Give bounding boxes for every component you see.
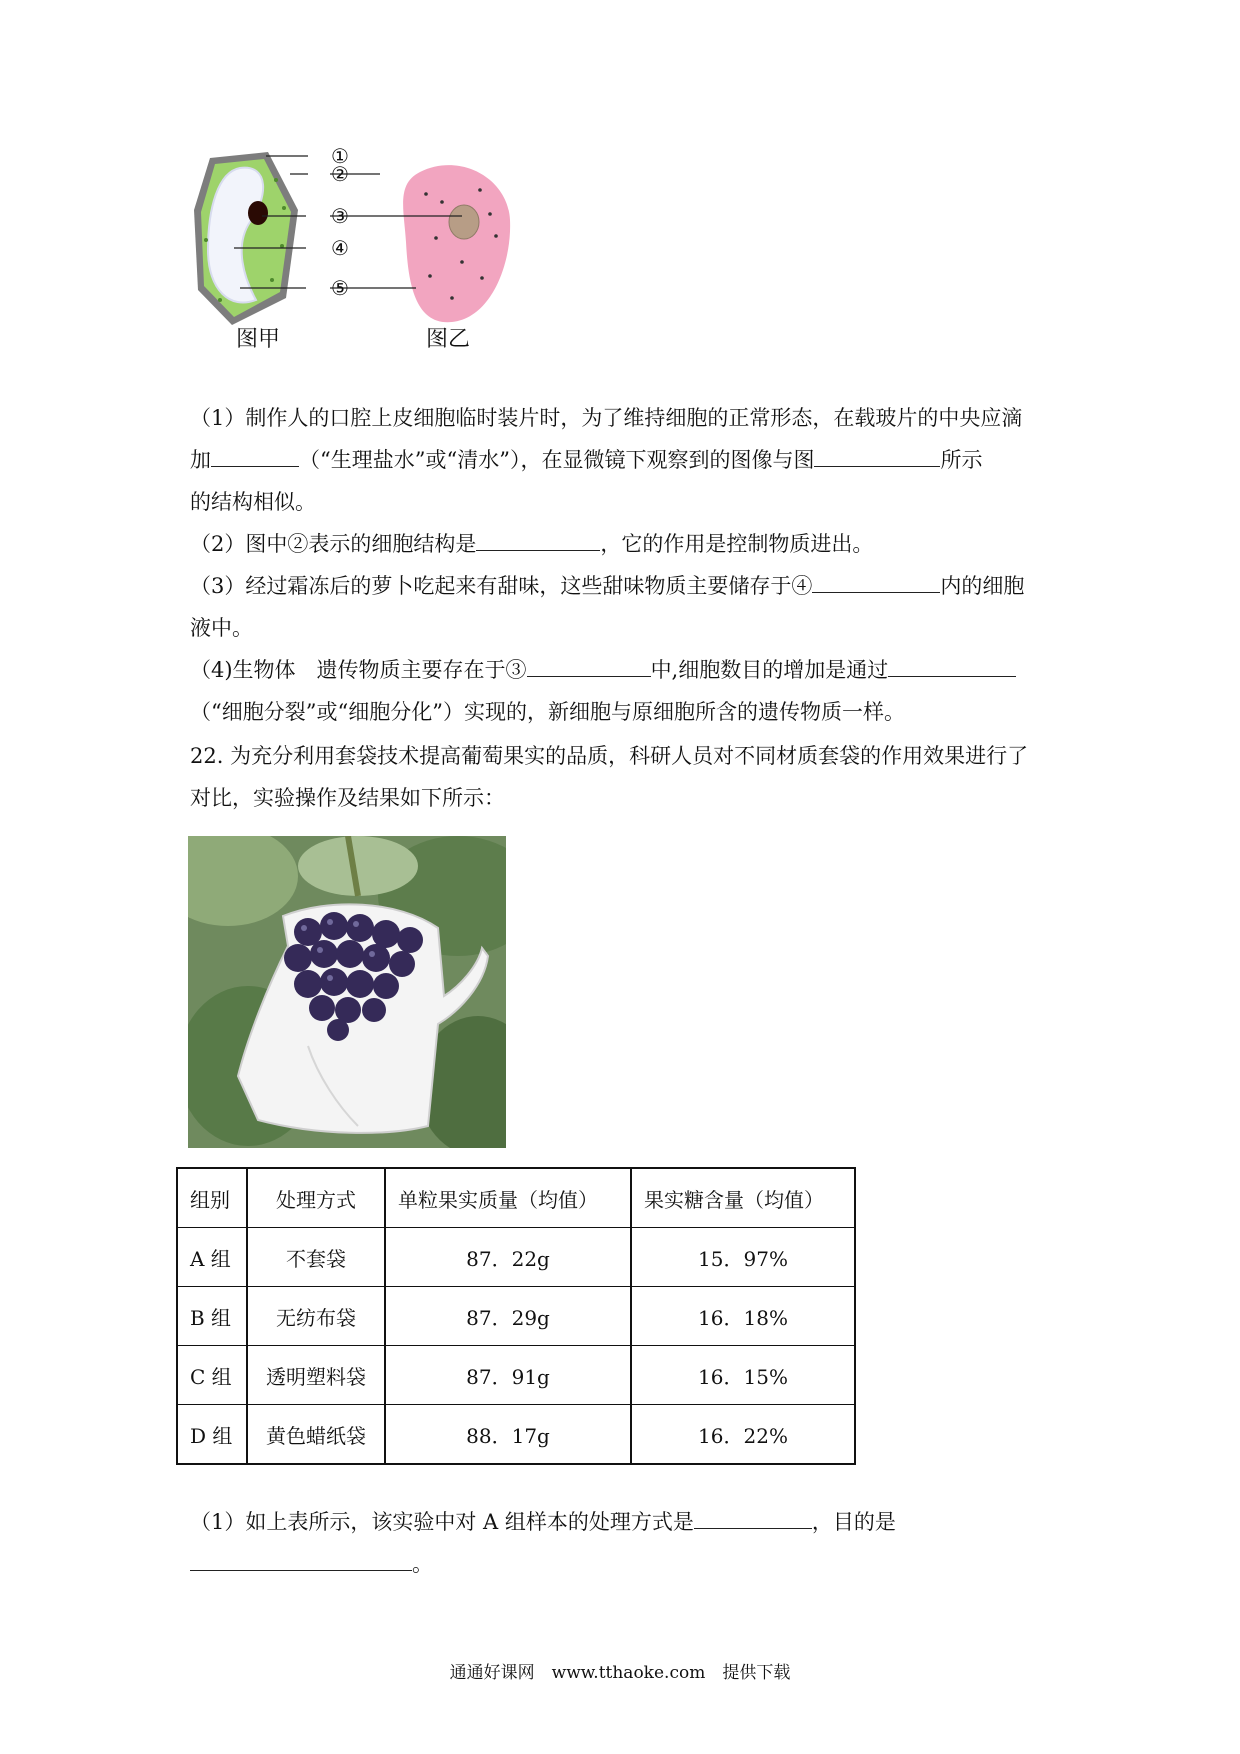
table-cell: 16．15%: [631, 1346, 855, 1405]
animal-cell: [403, 165, 510, 322]
table-cell: C 组: [177, 1346, 247, 1405]
q22-part1-text-a: （1）如上表所示，该实验中对 A 组样本的处理方式是: [190, 1510, 694, 1534]
q21-part2-text-a: （2）图中②表示的细胞结构是: [190, 532, 477, 556]
table-row: [177, 1228, 855, 1287]
answer-blank[interactable]: [211, 446, 299, 467]
figure-label-yi: 图乙: [426, 327, 471, 352]
q21-part1-text-c: 所示: [940, 448, 983, 472]
callout-2: ②: [331, 162, 349, 186]
table-row: [177, 1405, 855, 1465]
callout-5: ⑤: [331, 276, 349, 300]
plant-nucleus: [248, 201, 268, 225]
q21-part3-text-a: （3）经过霜冻后的萝卜吃起来有甜味，这些甜味物质主要储存于④: [190, 574, 813, 598]
table-cell: 87．91g: [385, 1346, 631, 1405]
q21-part3-text-b: 内的细胞: [940, 574, 1025, 598]
table-row: [177, 1346, 855, 1405]
table-header-cell: 果实糖含量（均值）: [631, 1168, 855, 1228]
answer-blank[interactable]: [812, 572, 940, 593]
table-header-row: [177, 1168, 855, 1228]
table-cell: 不套袋: [247, 1228, 385, 1287]
q21-part2-text-b: ，它的作用是控制物质进出。: [600, 532, 874, 556]
table-cell: 16．22%: [631, 1405, 855, 1465]
table-cell: B 组: [177, 1287, 247, 1346]
table-header-cell: 组别: [177, 1168, 247, 1228]
table-cell: D 组: [177, 1405, 247, 1465]
q22-part1-text-c: 。: [412, 1552, 433, 1576]
q21-part1-line3: 的结构相似。: [190, 490, 316, 514]
answer-blank[interactable]: [888, 656, 1016, 677]
q21-part4-text-b: 中,细胞数目的增加是通过: [650, 658, 889, 682]
q21-part1-line1: （1）制作人的口腔上皮细胞临时装片时，为了维持细胞的正常形态，在载玻片的中央应滴: [190, 406, 1023, 430]
q21-part1-text-b: （“生理盐水”或“清水”），在显微镜下观察到的图像与图: [299, 448, 815, 472]
q21-part4-line2: （“细胞分裂”或“细胞分化”）实现的，新细胞与原细胞所含的遗传物质一样。: [190, 700, 905, 724]
answer-blank[interactable]: [527, 656, 651, 677]
answer-blank[interactable]: [190, 1550, 412, 1571]
answer-blank[interactable]: [814, 446, 940, 467]
q21-part2: [190, 530, 873, 558]
callout-3: ③: [331, 204, 349, 228]
table-header-cell: 单粒果实质量（均值）: [385, 1168, 631, 1228]
table-cell: A 组: [177, 1228, 247, 1287]
bagged-grape-photo: [188, 836, 506, 1148]
table-cell: 无纺布袋: [247, 1287, 385, 1346]
callout-1: ①: [331, 144, 349, 168]
table-row: [177, 1287, 855, 1346]
answer-blank[interactable]: [694, 1508, 812, 1529]
q21-part4-line1: [190, 656, 1016, 684]
figure-label-jia: 图甲: [236, 327, 281, 352]
table-header-cell: 处理方式: [247, 1168, 385, 1228]
table-cell: 黄色蜡纸袋: [247, 1405, 385, 1465]
table-cell: 87．22g: [385, 1228, 631, 1287]
q22-intro-line2: 对比，实验操作及结果如下所示：: [190, 786, 505, 810]
table-cell: 透明塑料袋: [247, 1346, 385, 1405]
q21-part1-text-a: 加: [190, 448, 211, 472]
q21-part3-line2: 液中。: [190, 616, 253, 640]
q22-part1-text-b: ，目的是: [811, 1510, 896, 1534]
table-cell: 15．97%: [631, 1228, 855, 1287]
cell-diagram: [190, 150, 560, 325]
q21-part4-text-a: （4)生物体 遗传物质主要存在于③: [190, 658, 527, 682]
page-footer: 通通好课网 www.tthaoke.com 提供下载: [449, 1663, 791, 1683]
animal-nucleus: [449, 205, 479, 239]
table-cell: 16．18%: [631, 1287, 855, 1346]
answer-blank[interactable]: [476, 530, 600, 551]
callout-4: ④: [331, 236, 349, 260]
q22-part1-line2: [190, 1550, 433, 1578]
q21-part1-line2: [190, 446, 982, 474]
table-cell: 88．17g: [385, 1405, 631, 1465]
experiment-results-table: [176, 1167, 856, 1465]
q21-part3-line1: [190, 572, 1024, 600]
table-cell: 87．29g: [385, 1287, 631, 1346]
q22-part1-line1: [190, 1508, 896, 1536]
q22-intro-line1: 22. 为充分利用套袋技术提高葡萄果实的品质，科研人员对不同材质套袋的作用效果进行了: [190, 744, 1029, 768]
